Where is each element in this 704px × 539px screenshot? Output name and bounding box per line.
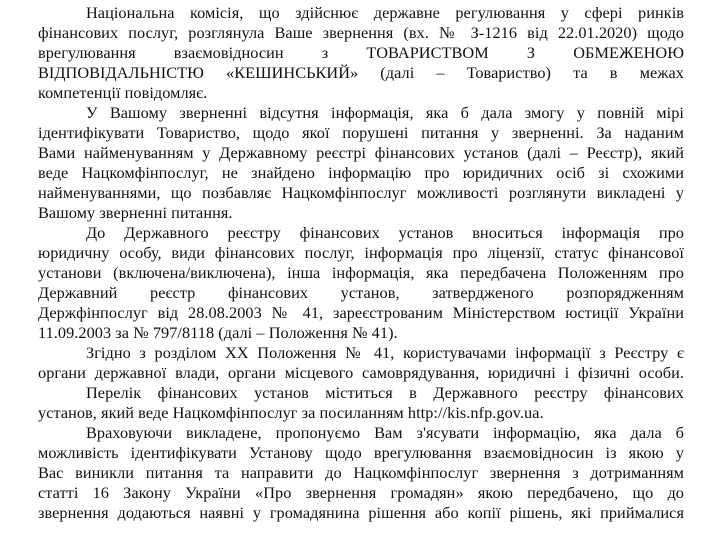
text-line: компетенції повідомляє. (38, 83, 208, 102)
text-line: врегулювання взаємовідносин з ТОВАРИСТВОМ З ОБМЕЖЕНОЮ (38, 43, 684, 62)
text-line: ідентифікувати Товариство, щодо якої порушені питання у зверненні. За наданим (38, 123, 684, 142)
text-line: звернення додаються наявні у громадянина рішення або копії рішень, які приймалися (38, 503, 684, 522)
text-line: веде Нацкомфінпослуг, не знайдено інформацію про юридичних осіб зі схожими (38, 163, 684, 182)
text-line: 11.09.2003 за № 797/8118 (далі – Положення № 41). (38, 323, 398, 342)
text-line: органи державної влади, органи місцевого самоврядування, юридичні і фізичні особи. (38, 363, 684, 382)
text-line: можливість ідентифікувати Установу щодо врегулювання взаємовідносин із якою у (38, 443, 684, 462)
text-line: Згідно з розділом XX Положення № 41, користувачами інформації з Реєстру є (86, 343, 684, 362)
text-line: статті 16 Закону України «Про звернення громадян» якою передбачено, що до (38, 483, 684, 502)
text-line: найменуваннями, що позбавляє Нацкомфінпослуг можливості розглянути викладені у (38, 183, 684, 202)
text-line: Національна комісія, що здійснює державне регулювання у сфері ринків (86, 3, 684, 22)
text-line: юридичну особу, види фінансових послуг, інформація про ліцензії, статус фінансової (38, 243, 684, 262)
text-line: Вашому зверненні питання. (38, 203, 233, 222)
text-line: До Державного реєстру фінансових установ вноситься інформація про (86, 223, 684, 242)
text-line: Держфінпослуг від 28.08.2003 № 41, зареєстрованим Міністерством юстиції України (38, 303, 684, 322)
text-line: Вами найменуванням у Державному реєстрі фінансових установ (далі – Реєстр), який (38, 143, 684, 162)
text-line: Перелік фінансових установ міститься в Державного реєстру фінансових (86, 383, 684, 402)
text-line: У Вашому зверненні відсутня інформація, яка б дала змогу у повній мірі (86, 103, 684, 122)
text-line: ВІДПОВІДАЛЬНІСТЮ «КЕШИНСЬКИЙ» (далі – Товариство) та в межах (38, 63, 684, 82)
text-line: Державний реєстр фінансових установ, затвердженого розпорядженням (38, 283, 684, 302)
text-line: установ, який веде Нацкомфінпослуг за посиланням http://kis.nfp.gov.ua. (38, 403, 544, 422)
text-line: установи (включена/виключена), інша інформація, яка передбачена Положенням про (38, 263, 684, 282)
text-line: Враховуючи викладене, пропонуємо Вам з'ясувати інформацію, яка дала б (86, 423, 684, 442)
text-line: фінансових послуг, розглянула Ваше звернення (вх. № З-1216 від 22.01.2020) щодо (38, 23, 684, 42)
text-line: Вас виникли питання та направити до Нацкомфінпослуг звернення з дотриманням (38, 463, 684, 482)
